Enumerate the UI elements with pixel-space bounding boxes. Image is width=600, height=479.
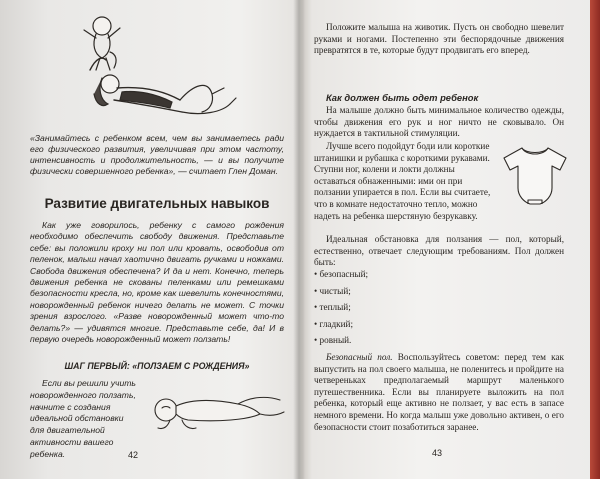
safe-floor-text: Воспользуйтесь советом: перед тем как выпустить на пол своего малыша, не поленитесь и пройдите на четвереньках предполагаемый маршрут маленького путешественника. Если вы планируете выложить на пол ребенка, который еще активно не ползает, у вас есть в запасе немного времени. Но когда малыш уже довольно активен, о его безопасности стоит позаботиться заранее. <box>314 352 564 432</box>
list-item: • чистый; <box>314 283 514 300</box>
floor-requirements-list <box>314 266 514 349</box>
list-item: • ровный. <box>314 332 514 349</box>
left-page-number: 42 <box>128 450 139 460</box>
bodysuit-icon <box>500 144 570 208</box>
safe-floor-term: Безопасный пол. <box>326 352 393 362</box>
right-paragraph-1: Положите малыша на животик. Пусть он свободно шевелит руками и ногами. Постепенно эти беспорядочные движения превратятся в те, которые будут продвигать его вперед. <box>314 22 564 56</box>
mother-baby-illustration <box>62 8 242 128</box>
right-paragraph-2: На малыше должно быть минимальное количество одежды, чтобы движения его рук и ног ничто не сковывало. Он нуждается в тактильной стимуляции. <box>314 105 564 139</box>
book-cover-edge <box>590 0 600 479</box>
doman-quote: «Занимайтесь с ребенком всем, чем вы занимаетесь ради его физического развития, увеличивая при этом частоту, интенсивность и продолжительность, — и вы получите физически совершенного ребенка», — считает Глен Доман. <box>30 133 284 176</box>
list-item: • гладкий; <box>314 316 514 333</box>
right-paragraph-5 <box>314 352 564 433</box>
left-page <box>0 0 298 479</box>
right-page-number: 43 <box>432 448 443 458</box>
right-paragraph-4: Идеальная обстановка для ползания — пол, который, естественно, отвечает следующим требованиям. Пол должен быть: <box>314 234 564 268</box>
section-heading: Развитие двигательных навыков <box>44 196 270 211</box>
right-paragraph-3: Лучше всего подойдут боди или короткие штанишки и рубашка с короткими рукавами. Ступни ног, колени и локти должны оставаться обнаженными: ими он при ползании упирается в пол. Если вы считаете, что в комнате недостаточно тепло, можно надеть на ребенка шерстяную безрукавку. <box>314 141 491 221</box>
left-paragraph-2: Если вы решили учить новорожденного ползать, начните с создания идеальной обстановки для двигательной активности вашего ребенка. <box>30 378 136 459</box>
list-item: • безопасный; <box>314 266 514 283</box>
step-heading: ШАГ ПЕРВЫЙ: «ПОЛЗАЕМ С РОЖДЕНИЯ» <box>64 361 250 371</box>
clothing-subheading: Как должен быть одет ребенок <box>326 92 479 103</box>
right-page <box>300 0 592 479</box>
left-paragraph-1: Как уже говорилось, ребенку с самого рождения необходимо обеспечить свободу движения. Представьте себе: вы положили кроху ни пол или кровать, освободив от пеленок, малыш начал хаотично двигать ручками и ножками. Свобода движения обеспечена? И да и нет. Конечно, теперь движения ребенка не скованы пеленками или ремешками безопасности кресла, но, кроме как шевелить конечностями, новорожденный ребенок ничего делать не может. С точки зрения взрослого. «Разве новорожденный может что-то делать?» — удивятся многие. Представьте себе, да! И в первую очередь новорожденный может ползать! <box>30 220 284 345</box>
list-item: • теплый; <box>314 299 514 316</box>
crawling-baby-illustration <box>148 386 288 434</box>
